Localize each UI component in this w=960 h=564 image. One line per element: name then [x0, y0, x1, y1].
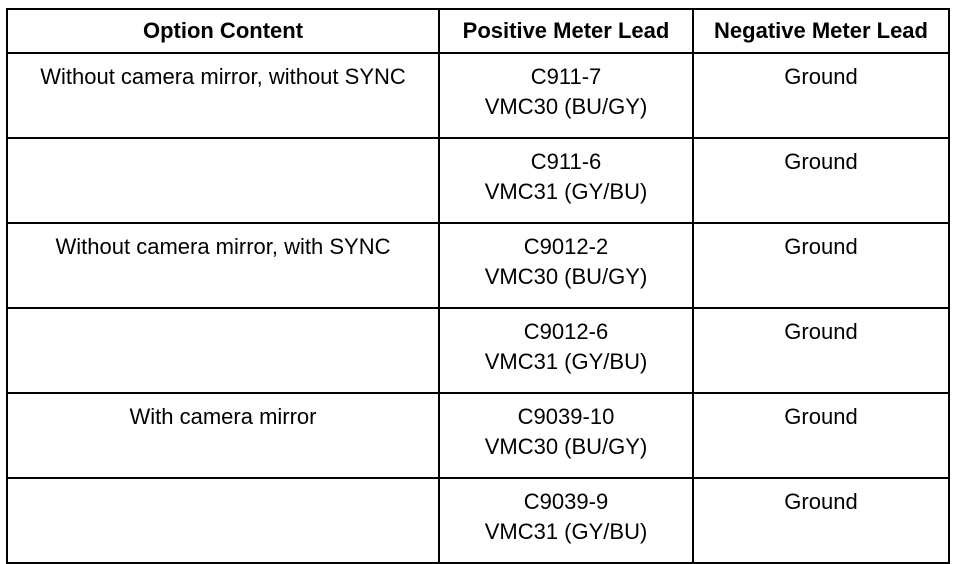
positive-lead-circuit: VMC30 (BU/GY)	[484, 434, 648, 459]
positive-lead-connector: C9039-10	[517, 404, 615, 429]
positive-lead-cell	[439, 478, 693, 563]
option-content-cell: With camera mirror	[7, 393, 439, 478]
meter-lead-table	[6, 8, 950, 564]
positive-lead-cell	[439, 393, 693, 478]
table-row	[7, 393, 949, 478]
header-negative-meter-lead: Negative Meter Lead	[693, 9, 949, 53]
positive-lead-connector: C9012-2	[523, 234, 609, 259]
positive-lead-connector: C9012-6	[523, 319, 609, 344]
positive-lead-circuit: VMC31 (GY/BU)	[484, 349, 648, 374]
option-content-cell	[7, 138, 439, 223]
table-row	[7, 478, 949, 563]
negative-lead-cell: Ground	[693, 138, 949, 223]
header-positive-meter-lead: Positive Meter Lead	[439, 9, 693, 53]
positive-lead-connector: C911-7	[530, 64, 602, 89]
meter-lead-table-container	[6, 8, 948, 544]
positive-lead-cell	[439, 223, 693, 308]
header-option-content: Option Content	[7, 9, 439, 53]
positive-lead-circuit: VMC30 (BU/GY)	[484, 264, 648, 289]
option-content-cell: Without camera mirror, with SYNC	[7, 223, 439, 308]
positive-lead-connector: C911-6	[530, 149, 602, 174]
positive-lead-cell	[439, 308, 693, 393]
negative-lead-cell: Ground	[693, 393, 949, 478]
positive-lead-connector: C9039-9	[523, 489, 609, 514]
option-content-cell	[7, 308, 439, 393]
negative-lead-cell: Ground	[693, 478, 949, 563]
table-row	[7, 53, 949, 138]
option-content-cell: Without camera mirror, without SYNC	[7, 53, 439, 138]
positive-lead-circuit: VMC31 (GY/BU)	[484, 179, 648, 204]
negative-lead-cell: Ground	[693, 223, 949, 308]
table-row	[7, 138, 949, 223]
table-row	[7, 223, 949, 308]
positive-lead-cell	[439, 138, 693, 223]
positive-lead-cell	[439, 53, 693, 138]
header-row	[7, 9, 949, 53]
option-content-cell	[7, 478, 439, 563]
table-row	[7, 308, 949, 393]
negative-lead-cell: Ground	[693, 53, 949, 138]
negative-lead-cell: Ground	[693, 308, 949, 393]
positive-lead-circuit: VMC31 (GY/BU)	[484, 519, 648, 544]
positive-lead-circuit: VMC30 (BU/GY)	[484, 94, 648, 119]
